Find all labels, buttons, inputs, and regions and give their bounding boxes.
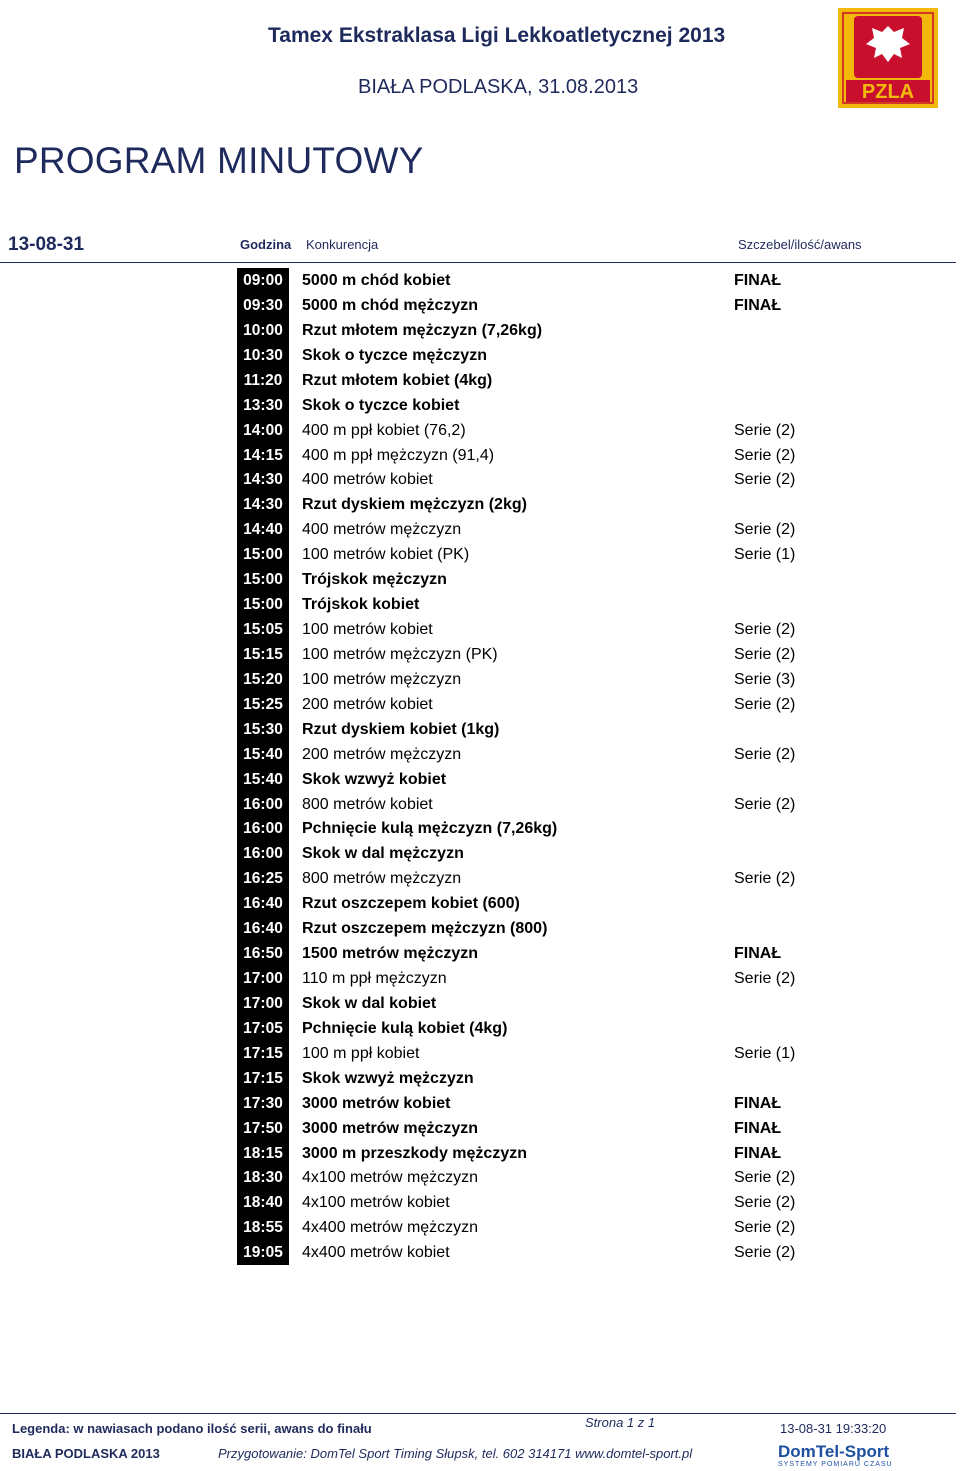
- footer-timestamp: 13-08-31 19:33:20: [780, 1421, 887, 1436]
- row-round: FINAŁ: [734, 1094, 782, 1112]
- row-round: Serie (2): [734, 795, 796, 813]
- row-round: Serie (2): [734, 695, 796, 713]
- row-event: 100 metrów kobiet: [302, 621, 433, 639]
- row-round: Serie (2): [734, 471, 796, 489]
- row-event: Skok o tyczce kobiet: [302, 396, 460, 414]
- event-title: Tamex Ekstraklasa Ligi Lekkoatletycznej 2013: [268, 24, 726, 47]
- row-time: 17:50: [243, 1119, 283, 1137]
- row-event: Skok w dal mężczyzn: [302, 845, 464, 863]
- row-event: Pchnięcie kulą mężczyzn (7,26kg): [302, 820, 558, 838]
- row-time: 14:40: [243, 521, 283, 539]
- row-event: 3000 m przeszkody mężczyzn: [302, 1144, 527, 1162]
- row-round: Serie (2): [734, 521, 796, 539]
- row-time: 17:00: [243, 970, 283, 988]
- row-event: Pchnięcie kulą kobiet (4kg): [302, 1019, 508, 1037]
- row-round: FINAŁ: [734, 1119, 782, 1137]
- footer-legend: Legenda: w nawiasach podano ilość serii, awans do finału: [12, 1421, 372, 1436]
- row-time: 16:40: [243, 920, 283, 938]
- row-event: Rzut młotem kobiet (4kg): [302, 371, 493, 389]
- row-time: 15:00: [243, 571, 283, 589]
- row-event: 5000 m chód mężczyzn: [302, 296, 479, 314]
- row-time: 16:25: [243, 870, 283, 888]
- row-time: 14:00: [243, 421, 283, 439]
- footer-place: BIAŁA PODLASKA 2013: [12, 1446, 160, 1461]
- row-round: Serie (2): [734, 1194, 796, 1212]
- row-time: 18:40: [243, 1194, 283, 1212]
- row-time: 15:00: [243, 596, 283, 614]
- row-event: 4x400 metrów mężczyzn: [302, 1219, 479, 1237]
- row-time: 14:15: [243, 446, 283, 464]
- row-time: 14:30: [243, 471, 283, 489]
- row-event: 200 metrów kobiet: [302, 695, 433, 713]
- row-time: 17:00: [243, 994, 283, 1012]
- row-event: 4x100 metrów kobiet: [302, 1194, 450, 1212]
- row-time: 13:30: [243, 396, 283, 414]
- row-round: Serie (2): [734, 645, 796, 663]
- row-round: Serie (2): [734, 870, 796, 888]
- row-event: 110 m ppł mężczyzn: [302, 970, 447, 988]
- row-round: Serie (1): [734, 1044, 796, 1062]
- row-event: 400 m ppł mężczyzn (91,4): [302, 446, 495, 464]
- domtel-sport-logo: DomTel-Sport SYSTEMY POMIARU CZASU: [778, 1442, 893, 1468]
- row-event: 100 metrów mężczyzn (PK): [302, 645, 498, 663]
- footer-page-number: Strona 1 z 1: [585, 1415, 656, 1430]
- row-event: 400 m ppł kobiet (76,2): [302, 421, 466, 439]
- column-header-time: Godzina: [240, 237, 292, 252]
- row-time: 15:40: [243, 770, 283, 788]
- pzla-logo: [838, 8, 938, 108]
- row-event: Skok wzwyż kobiet: [302, 770, 447, 788]
- row-event: 800 metrów kobiet: [302, 795, 433, 813]
- footer-prepared-by: Przygotowanie: DomTel Sport Timing Słupsk, tel. 602 314171 www.domtel-sport.pl: [218, 1446, 693, 1461]
- row-round: FINAŁ: [734, 296, 782, 314]
- row-round: Serie (2): [734, 1219, 796, 1237]
- row-time: 10:00: [243, 321, 283, 339]
- row-time: 17:15: [243, 1044, 283, 1062]
- row-round: Serie (2): [734, 1169, 796, 1187]
- row-time: 17:15: [243, 1069, 283, 1087]
- event-location-date: BIAŁA PODLASKA, 31.08.2013: [358, 76, 639, 98]
- row-event: 1500 metrów mężczyzn: [302, 945, 479, 963]
- row-time: 16:00: [243, 820, 283, 838]
- row-round: Serie (2): [734, 446, 796, 464]
- row-round: FINAŁ: [734, 945, 782, 963]
- row-event: 100 m ppł kobiet: [302, 1044, 420, 1062]
- row-event: 3000 metrów mężczyzn: [302, 1119, 479, 1137]
- row-time: 15:20: [243, 670, 283, 688]
- row-event: Rzut młotem mężczyzn (7,26kg): [302, 321, 543, 339]
- footer-divider: [0, 1413, 956, 1414]
- row-time: 18:30: [243, 1169, 283, 1187]
- row-round: Serie (3): [734, 670, 796, 688]
- row-event: Rzut oszczepem kobiet (600): [302, 895, 520, 913]
- row-time: 10:30: [243, 346, 283, 364]
- row-event: Rzut dyskiem kobiet (1kg): [302, 720, 500, 738]
- row-event: 400 metrów kobiet: [302, 471, 433, 489]
- row-event: 100 metrów kobiet (PK): [302, 546, 470, 564]
- row-event: Trójskok kobiet: [302, 596, 420, 614]
- row-event: Skok o tyczce mężczyzn: [302, 346, 487, 364]
- row-round: Serie (2): [734, 745, 796, 763]
- row-event: 5000 m chód kobiet: [302, 272, 451, 289]
- row-time: 18:15: [243, 1144, 283, 1162]
- row-time: 09:30: [243, 296, 283, 314]
- row-event: Rzut oszczepem mężczyzn (800): [302, 920, 548, 938]
- row-event: Skok wzwyż mężczyzn: [302, 1069, 474, 1087]
- schedule-date: 13-08-31: [8, 234, 85, 255]
- row-time: 15:40: [243, 745, 283, 763]
- row-event: 4x100 metrów mężczyzn: [302, 1169, 479, 1187]
- row-time: 11:20: [243, 371, 283, 389]
- row-event: 800 metrów mężczyzn: [302, 870, 462, 888]
- row-event: Rzut dyskiem mężczyzn (2kg): [302, 496, 527, 514]
- row-round: Serie (2): [734, 421, 796, 439]
- row-event: Trójskok mężczyzn: [302, 571, 447, 589]
- row-time: 14:30: [243, 496, 283, 514]
- row-round: Serie (2): [734, 970, 796, 988]
- row-event: 3000 metrów kobiet: [302, 1094, 451, 1112]
- row-round: Serie (2): [734, 1244, 796, 1262]
- row-time: 18:55: [243, 1219, 283, 1237]
- row-round: FINAŁ: [734, 272, 782, 289]
- row-event: 4x400 metrów kobiet: [302, 1244, 450, 1262]
- row-time: 15:25: [243, 695, 283, 713]
- row-time: 16:00: [243, 795, 283, 813]
- row-event: 100 metrów mężczyzn: [302, 670, 462, 688]
- page-title: PROGRAM MINUTOWY: [14, 140, 424, 181]
- row-time: 16:50: [243, 945, 283, 963]
- row-time: 17:30: [243, 1094, 283, 1112]
- row-event: 200 metrów mężczyzn: [302, 745, 462, 763]
- row-time: 16:40: [243, 895, 283, 913]
- row-event: Skok w dal kobiet: [302, 994, 437, 1012]
- row-round: FINAŁ: [734, 1144, 782, 1162]
- row-time: 15:15: [243, 645, 283, 663]
- row-round: Serie (1): [734, 546, 796, 564]
- row-time: 16:00: [243, 845, 283, 863]
- row-round: Serie (2): [734, 621, 796, 639]
- row-time: 15:00: [243, 546, 283, 564]
- column-header-event: Konkurencja: [306, 237, 379, 252]
- row-time: 15:05: [243, 621, 283, 639]
- svg-text:PZLA: PZLA: [861, 81, 915, 103]
- row-time: 15:30: [243, 720, 283, 738]
- row-event: 400 metrów mężczyzn: [302, 521, 462, 539]
- row-time: 09:00: [243, 272, 283, 289]
- column-header-round: Szczebel/ilość/awans: [738, 237, 862, 252]
- row-time: 17:05: [243, 1019, 283, 1037]
- header-divider: [0, 262, 956, 263]
- row-time: 19:05: [243, 1244, 283, 1262]
